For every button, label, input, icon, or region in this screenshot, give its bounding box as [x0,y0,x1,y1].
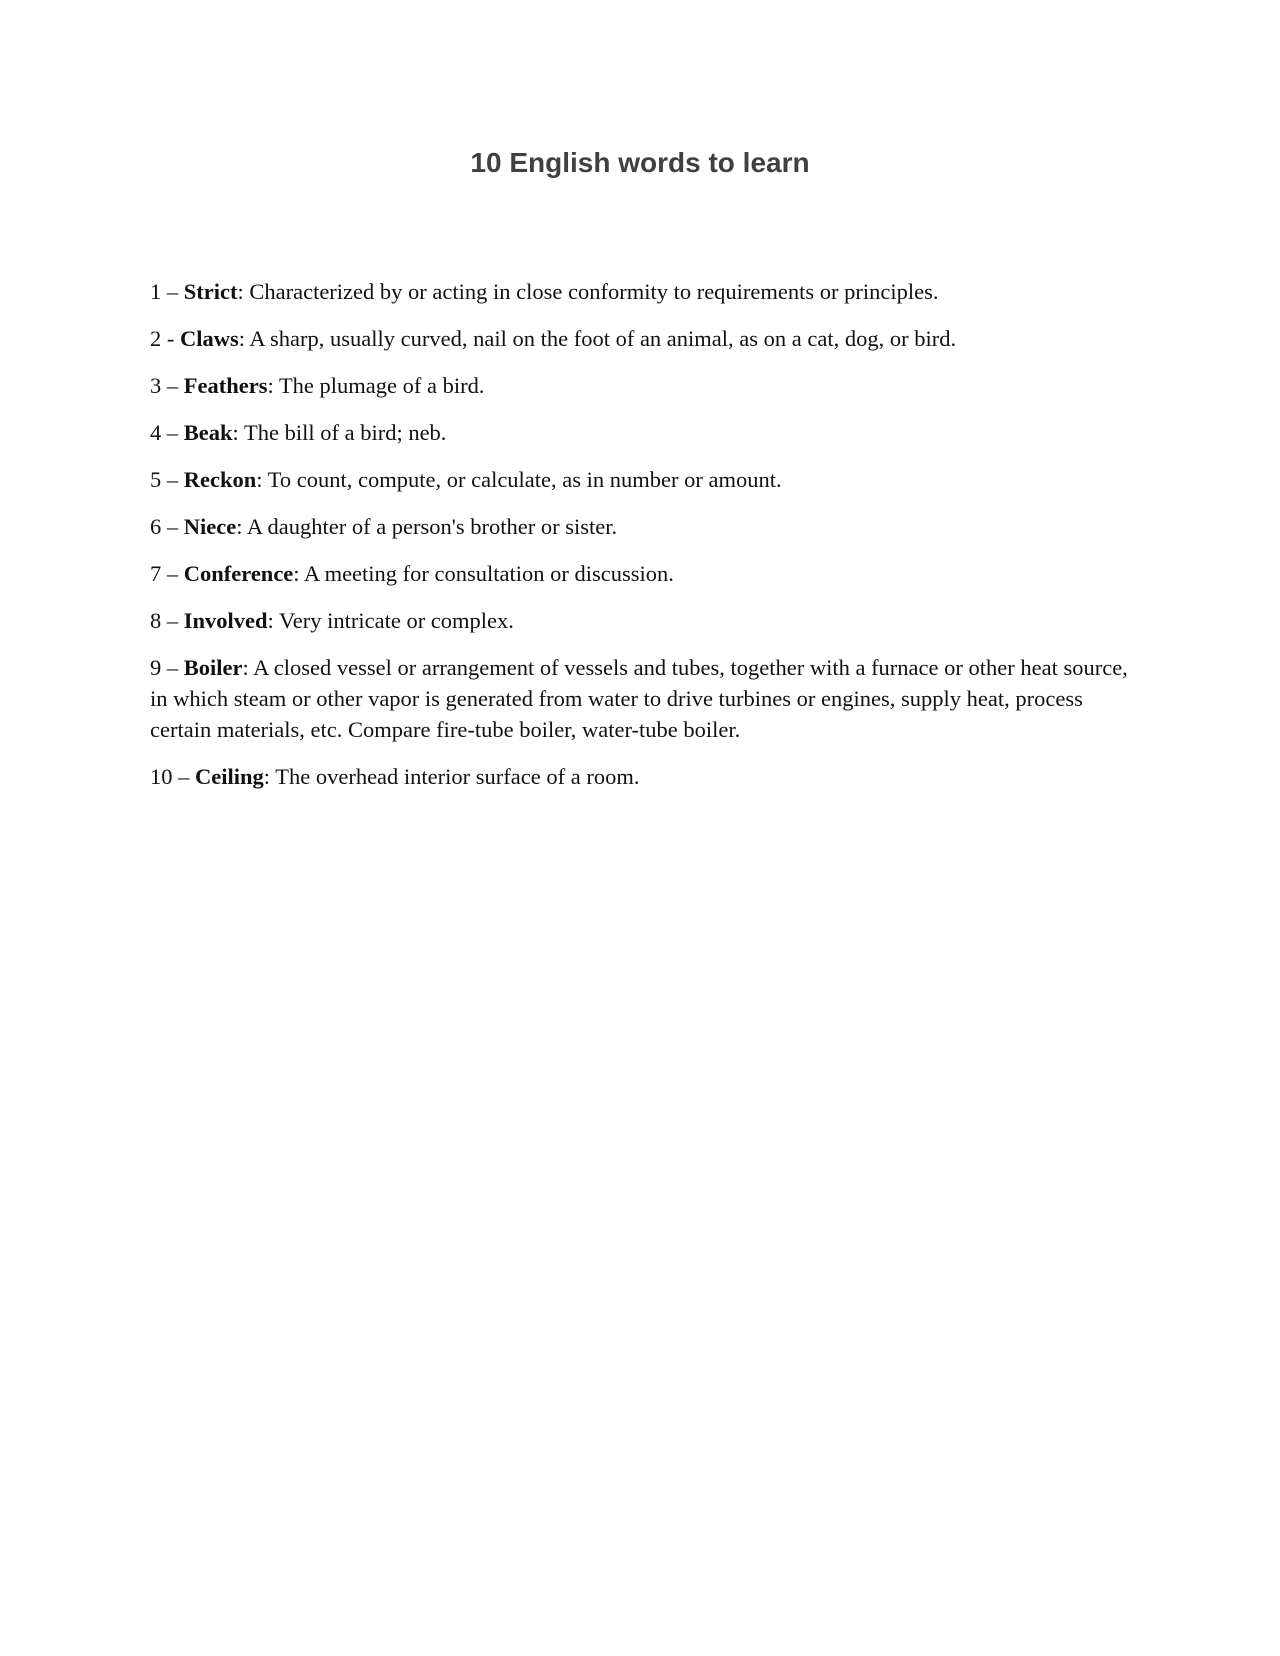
entry-separator: - [161,326,180,351]
entry-number: 8 [150,608,162,633]
entry-number: 3 [150,373,162,398]
entry-separator: – [161,514,184,539]
entry-separator: – [161,373,184,398]
entry-definition: : A daughter of a person's brother or sister. [236,514,618,539]
word-entry-3 [150,370,1130,401]
entry-definition: : A sharp, usually curved, nail on the foot of an animal, as on a cat, dog, or bird. [238,326,957,351]
word-entry-9 [150,652,1130,745]
word-entry-8 [150,605,1130,636]
entry-term: Conference [183,561,294,586]
entry-number: 6 [150,514,162,539]
entry-number: 4 [150,420,162,445]
entry-separator: – [161,467,184,492]
word-entry-4 [150,417,1130,448]
entry-number: 5 [150,467,162,492]
entry-term: Reckon [183,467,257,492]
document-title: 10 English words to learn [470,147,810,178]
entry-term: Niece [183,514,237,539]
entry-separator: – [161,279,184,304]
word-entry-7 [150,558,1130,589]
entry-definition: : Very intricate or complex. [267,608,514,633]
entry-number: 10 [150,764,173,789]
word-entry-2 [150,323,1130,354]
entry-definition: : The bill of a bird; neb. [232,420,447,445]
entry-term: Strict [183,279,238,304]
entry-definition: : A closed vessel or arrangement of vessels and tubes, together with a furnace or other heat source, in which steam or other vapor is generated from water to drive turbines or engines, supply heat, process certain materials, etc. Compare fire-tube boiler, water-tube boiler. [150,655,1128,742]
entry-term: Claws [180,326,239,351]
entry-term: Boiler [183,655,243,680]
entry-term: Beak [183,420,233,445]
entry-separator: – [172,764,195,789]
entry-number: 2 [150,326,162,351]
entry-term: Ceiling [195,764,264,789]
entry-separator: – [161,420,184,445]
entry-definition: : The overhead interior surface of a room. [263,764,640,789]
entry-number: 1 [150,279,162,304]
entry-term: Involved [183,608,268,633]
entry-definition: : To count, compute, or calculate, as in number or amount. [256,467,782,492]
entry-number: 9 [150,655,162,680]
word-list [150,276,1130,808]
entry-number: 7 [150,561,162,586]
entry-separator: – [161,561,184,586]
entry-separator: – [161,608,184,633]
word-entry-1 [150,276,1130,307]
word-entry-5 [150,464,1130,495]
entry-definition: : Characterized by or acting in close conformity to requirements or principles. [237,279,939,304]
entry-separator: – [161,655,184,680]
word-entry-10 [150,761,1130,792]
entry-definition: : The plumage of a bird. [267,373,485,398]
entry-term: Feathers [183,373,268,398]
entry-definition: : A meeting for consultation or discussion. [293,561,674,586]
word-entry-6 [150,511,1130,542]
